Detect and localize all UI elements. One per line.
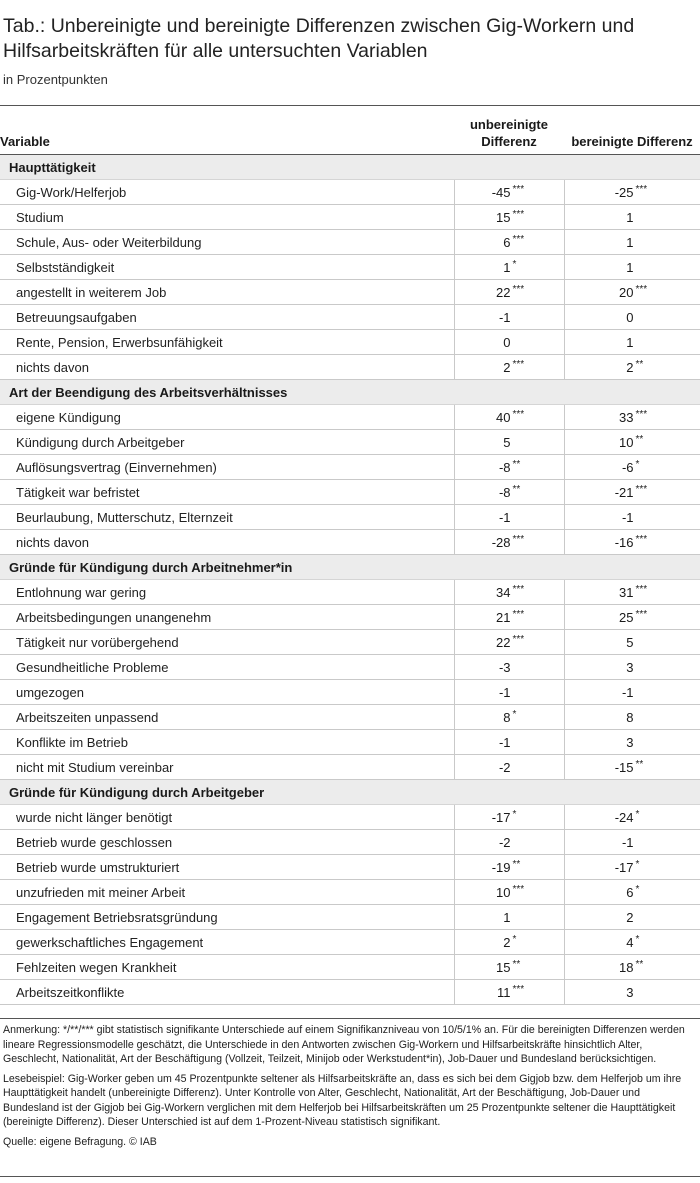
adjusted-difference-cell <box>564 480 700 505</box>
unadjusted-value: -28 <box>491 534 511 550</box>
unadjusted-difference-cell <box>454 430 564 455</box>
variable-label: unzufrieden mit meiner Arbeit <box>0 880 454 905</box>
unadjusted-value: 10 <box>496 884 511 900</box>
adjusted-difference-cell <box>564 455 700 480</box>
source-note: Quelle: eigene Befragung. © IAB <box>3 1135 157 1148</box>
table-row <box>0 755 700 780</box>
unadjusted-significance-stars: *** <box>512 633 525 645</box>
variable-label: nichts davon <box>0 530 454 555</box>
unadjusted-significance-stars: *** <box>512 183 525 195</box>
table-row <box>0 830 700 855</box>
adjusted-difference-cell <box>564 255 700 280</box>
variable-label: Beurlaubung, Mutterschutz, Elternzeit <box>0 505 454 530</box>
table-row <box>0 255 700 280</box>
adjusted-value: 2 <box>626 909 634 925</box>
table-row <box>0 305 700 330</box>
data-table <box>0 105 700 1005</box>
unadjusted-value: 1 <box>503 259 511 275</box>
unadjusted-value: -1 <box>498 684 511 700</box>
unadjusted-value: 34 <box>496 584 511 600</box>
adjusted-value: -25 <box>614 184 634 200</box>
table-subtitle: in Prozentpunkten <box>3 72 108 87</box>
unadjusted-significance-stars: ** <box>512 458 521 470</box>
adjusted-significance-stars: *** <box>635 608 648 620</box>
adjusted-value: 4 <box>626 934 634 950</box>
adjusted-difference-cell <box>564 430 700 455</box>
variable-label: Tätigkeit war befristet <box>0 480 454 505</box>
adjusted-significance-stars: * <box>635 858 640 870</box>
variable-label: nicht mit Studium vereinbar <box>0 755 454 780</box>
table-row <box>0 580 700 605</box>
unadjusted-significance-stars: *** <box>512 358 525 370</box>
adjusted-difference-cell <box>564 855 700 880</box>
table-row <box>0 705 700 730</box>
adjusted-value: 6 <box>626 884 634 900</box>
unadjusted-difference-cell <box>454 855 564 880</box>
table-row <box>0 330 700 355</box>
adjusted-difference-cell <box>564 655 700 680</box>
table-body <box>0 155 700 1005</box>
adjusted-significance-stars: *** <box>635 533 648 545</box>
unadjusted-value: 22 <box>496 634 511 650</box>
variable-label: Konflikte im Betrieb <box>0 730 454 755</box>
unadjusted-significance-stars: *** <box>512 533 525 545</box>
reading-example-note: Lesebeispiel: Gig-Worker geben um 45 Prozentpunkte seltener als Hilfsarbeitskräfte an, dass es sich bei dem Gigjob bzw. dem Helferjob um ihre Haupttätigkeit handelt (unbereinigte Differenz). Unter Kontrolle von Alter, Geschlecht, Nationalität, Art der Beschäftigung, Job-Dauer und Bundesland ist der Gigjob bei Gig-Workern verglichen mit dem Helferjob bei Hilfsarbeitskräften um 25 Prozentpunkte seltener die Haupttätigkeit (bereinigte Differenz). Dieser Unterschied ist auf dem 1-Prozent-Niveau statistisch signifikant. <box>3 1072 682 1128</box>
adjusted-difference-cell <box>564 830 700 855</box>
section-header-row <box>0 780 700 805</box>
adjusted-value: 3 <box>626 734 634 750</box>
variable-label: Gesundheitliche Probleme <box>0 655 454 680</box>
adjusted-difference-cell <box>564 730 700 755</box>
unadjusted-difference-cell <box>454 655 564 680</box>
variable-label: Auflösungsvertrag (Einvernehmen) <box>0 455 454 480</box>
unadjusted-difference-cell <box>454 880 564 905</box>
adjusted-value: -21 <box>614 484 634 500</box>
annotation-note: Anmerkung: */**/*** gibt statistisch signifikante Unterschiede auf einem Signifikanzniveau von 10/5/1% an. Für die bereinigten Differenzen werden lineare Regressionsmodelle geschätzt, die Unterschiede in den Antworten zwischen Gig-Workern und Hilfsarbeitskräfte hinsichtlich Alter, Geschlecht, Nationalität, Art der Beschäftigung (Vollzeit, Teilzeit, Minijob oder Werkstudent*in), Job-Dauer und Bundesland berücksichtigen. <box>3 1024 685 1065</box>
adjusted-difference-cell <box>564 180 700 205</box>
adjusted-difference-cell <box>564 280 700 305</box>
adjusted-difference-cell <box>564 980 700 1005</box>
table-row <box>0 980 700 1005</box>
unadjusted-difference-cell <box>454 530 564 555</box>
adjusted-significance-stars: ** <box>635 758 644 770</box>
variable-label: gewerkschaftliches Engagement <box>0 930 454 955</box>
variable-label: wurde nicht länger benötigt <box>0 805 454 830</box>
unadjusted-value: 40 <box>496 409 511 425</box>
table-row <box>0 230 700 255</box>
adjusted-value: 31 <box>619 584 634 600</box>
adjusted-difference-cell <box>564 505 700 530</box>
adjusted-value: 25 <box>619 609 634 625</box>
adjusted-significance-stars: * <box>635 883 640 895</box>
table-row <box>0 605 700 630</box>
table-row <box>0 455 700 480</box>
unadjusted-difference-cell <box>454 980 564 1005</box>
adjusted-difference-cell <box>564 930 700 955</box>
adjusted-difference-cell <box>564 605 700 630</box>
adjusted-difference-cell <box>564 330 700 355</box>
table-row <box>0 505 700 530</box>
adjusted-value: -17 <box>614 859 634 875</box>
unadjusted-significance-stars: ** <box>512 858 521 870</box>
variable-label: Schule, Aus- oder Weiterbildung <box>0 230 454 255</box>
unadjusted-difference-cell <box>454 730 564 755</box>
adjusted-difference-cell <box>564 705 700 730</box>
adjusted-difference-cell <box>564 955 700 980</box>
unadjusted-significance-stars: * <box>512 933 517 945</box>
table-row <box>0 680 700 705</box>
adjusted-difference-cell <box>564 580 700 605</box>
unadjusted-difference-cell <box>454 605 564 630</box>
unadjusted-difference-cell <box>454 280 564 305</box>
table-row <box>0 630 700 655</box>
table-row <box>0 905 700 930</box>
table-row <box>0 405 700 430</box>
column-header-unadjusted: unbereinigte Differenz <box>454 106 564 155</box>
unadjusted-difference-cell <box>454 455 564 480</box>
unadjusted-difference-cell <box>454 830 564 855</box>
unadjusted-difference-cell <box>454 580 564 605</box>
unadjusted-value: -17 <box>491 809 511 825</box>
unadjusted-difference-cell <box>454 930 564 955</box>
section-header-row <box>0 155 700 180</box>
unadjusted-value: -8 <box>498 484 511 500</box>
unadjusted-value: -1 <box>498 734 511 750</box>
table-row <box>0 430 700 455</box>
unadjusted-significance-stars: * <box>512 258 517 270</box>
unadjusted-value: -45 <box>491 184 511 200</box>
unadjusted-difference-cell <box>454 405 564 430</box>
variable-label: eigene Kündigung <box>0 405 454 430</box>
variable-label: Arbeitszeiten unpassend <box>0 705 454 730</box>
unadjusted-difference-cell <box>454 305 564 330</box>
table-row <box>0 730 700 755</box>
unadjusted-difference-cell <box>454 905 564 930</box>
data-table-container <box>0 105 700 1005</box>
adjusted-difference-cell <box>564 305 700 330</box>
variable-label: Gig-Work/Helferjob <box>0 180 454 205</box>
unadjusted-value: -3 <box>498 659 511 675</box>
table-row <box>0 180 700 205</box>
unadjusted-difference-cell <box>454 630 564 655</box>
adjusted-significance-stars: *** <box>635 483 648 495</box>
variable-label: Betrieb wurde geschlossen <box>0 830 454 855</box>
adjusted-difference-cell <box>564 630 700 655</box>
table-row <box>0 805 700 830</box>
adjusted-value: 5 <box>626 634 634 650</box>
unadjusted-value: -1 <box>498 509 511 525</box>
adjusted-significance-stars: ** <box>635 433 644 445</box>
adjusted-difference-cell <box>564 805 700 830</box>
unadjusted-value: -2 <box>498 759 511 775</box>
table-row <box>0 355 700 380</box>
adjusted-significance-stars: ** <box>635 358 644 370</box>
unadjusted-difference-cell <box>454 480 564 505</box>
adjusted-significance-stars: *** <box>635 583 648 595</box>
unadjusted-difference-cell <box>454 330 564 355</box>
section-header-row <box>0 380 700 405</box>
unadjusted-value: 15 <box>496 959 511 975</box>
table-row <box>0 855 700 880</box>
table-row <box>0 280 700 305</box>
variable-label: Studium <box>0 205 454 230</box>
unadjusted-value: 6 <box>503 234 511 250</box>
adjusted-difference-cell <box>564 880 700 905</box>
unadjusted-difference-cell <box>454 705 564 730</box>
unadjusted-difference-cell <box>454 805 564 830</box>
section-title: Haupttätigkeit <box>0 155 700 180</box>
adjusted-value: -24 <box>614 809 634 825</box>
adjusted-value: -1 <box>621 684 634 700</box>
unadjusted-value: 5 <box>503 434 511 450</box>
unadjusted-significance-stars: *** <box>512 233 525 245</box>
variable-label: Fehlzeiten wegen Krankheit <box>0 955 454 980</box>
unadjusted-value: -8 <box>498 459 511 475</box>
variable-label: Selbstständigkeit <box>0 255 454 280</box>
unadjusted-significance-stars: *** <box>512 583 525 595</box>
unadjusted-value: 0 <box>503 334 511 350</box>
adjusted-significance-stars: *** <box>635 183 648 195</box>
section-title: Gründe für Kündigung durch Arbeitgeber <box>0 780 700 805</box>
unadjusted-value: 15 <box>496 209 511 225</box>
adjusted-difference-cell <box>564 205 700 230</box>
adjusted-value: 10 <box>619 434 634 450</box>
unadjusted-difference-cell <box>454 180 564 205</box>
table-row <box>0 530 700 555</box>
unadjusted-difference-cell <box>454 505 564 530</box>
adjusted-difference-cell <box>564 680 700 705</box>
unadjusted-significance-stars: * <box>512 708 517 720</box>
adjusted-value: 0 <box>626 309 634 325</box>
footnotes <box>3 1023 695 1154</box>
variable-label: Kündigung durch Arbeitgeber <box>0 430 454 455</box>
variable-label: Arbeitszeitkonflikte <box>0 980 454 1005</box>
adjusted-value: 33 <box>619 409 634 425</box>
adjusted-difference-cell <box>564 755 700 780</box>
variable-label: umgezogen <box>0 680 454 705</box>
variable-label: Betreuungsaufgaben <box>0 305 454 330</box>
adjusted-difference-cell <box>564 405 700 430</box>
column-header-variable: Variable <box>0 106 454 155</box>
adjusted-difference-cell <box>564 355 700 380</box>
unadjusted-value: 2 <box>503 934 511 950</box>
adjusted-significance-stars: *** <box>635 283 648 295</box>
unadjusted-value: 22 <box>496 284 511 300</box>
table-row <box>0 205 700 230</box>
adjusted-significance-stars: * <box>635 933 640 945</box>
table-title: Tab.: Unbereinigte und bereinigte Differenzen zwischen Gig-Workern und Hilfsarbeitskräften für alle untersuchten Variablen <box>3 15 635 62</box>
adjusted-difference-cell <box>564 530 700 555</box>
unadjusted-value: 2 <box>503 359 511 375</box>
unadjusted-significance-stars: * <box>512 808 517 820</box>
unadjusted-value: 21 <box>496 609 511 625</box>
unadjusted-significance-stars: *** <box>512 208 525 220</box>
table-header-row <box>0 106 700 155</box>
adjusted-value: 18 <box>619 959 634 975</box>
adjusted-value: 1 <box>626 234 634 250</box>
table-row <box>0 880 700 905</box>
unadjusted-significance-stars: *** <box>512 983 525 995</box>
unadjusted-value: 11 <box>497 984 511 1000</box>
section-title: Art der Beendigung des Arbeitsverhältnisses <box>0 380 700 405</box>
bottom-divider <box>0 1176 700 1177</box>
adjusted-value: 1 <box>626 209 634 225</box>
section-title: Gründe für Kündigung durch Arbeitnehmer*in <box>0 555 700 580</box>
variable-label: Arbeitsbedingungen unangenehm <box>0 605 454 630</box>
unadjusted-significance-stars: *** <box>512 608 525 620</box>
adjusted-value: 20 <box>619 284 634 300</box>
unadjusted-difference-cell <box>454 255 564 280</box>
table-row <box>0 955 700 980</box>
adjusted-significance-stars: *** <box>635 408 648 420</box>
table-row <box>0 930 700 955</box>
unadjusted-value: -19 <box>491 859 511 875</box>
variable-label: angestellt in weiterem Job <box>0 280 454 305</box>
adjusted-value: -1 <box>621 834 634 850</box>
adjusted-difference-cell <box>564 905 700 930</box>
variable-label: Engagement Betriebsratsgründung <box>0 905 454 930</box>
adjusted-value: -15 <box>614 759 634 775</box>
variable-label: Betrieb wurde umstrukturiert <box>0 855 454 880</box>
adjusted-value: 3 <box>626 659 634 675</box>
unadjusted-value: 1 <box>503 909 511 925</box>
adjusted-value: -1 <box>621 509 634 525</box>
adjusted-value: 1 <box>626 259 634 275</box>
variable-label: nichts davon <box>0 355 454 380</box>
unadjusted-difference-cell <box>454 205 564 230</box>
unadjusted-value: -1 <box>498 309 511 325</box>
adjusted-significance-stars: ** <box>635 958 644 970</box>
unadjusted-significance-stars: *** <box>512 283 525 295</box>
column-header-adjusted: bereinigte Differenz <box>564 106 700 155</box>
unadjusted-difference-cell <box>454 230 564 255</box>
variable-label: Tätigkeit nur vorübergehend <box>0 630 454 655</box>
adjusted-difference-cell <box>564 230 700 255</box>
adjusted-significance-stars: * <box>635 458 640 470</box>
adjusted-value: 2 <box>626 359 634 375</box>
adjusted-value: 3 <box>626 984 634 1000</box>
table-row <box>0 480 700 505</box>
adjusted-value: -6 <box>621 459 634 475</box>
unadjusted-significance-stars: *** <box>512 408 525 420</box>
unadjusted-significance-stars: *** <box>512 883 525 895</box>
unadjusted-difference-cell <box>454 955 564 980</box>
unadjusted-significance-stars: ** <box>512 483 521 495</box>
variable-label: Rente, Pension, Erwerbsunfähigkeit <box>0 330 454 355</box>
unadjusted-value: 8 <box>503 709 511 725</box>
unadjusted-difference-cell <box>454 355 564 380</box>
notes-divider <box>0 1018 700 1019</box>
adjusted-value: 1 <box>626 334 634 350</box>
unadjusted-significance-stars: ** <box>512 958 521 970</box>
variable-label: Entlohnung war gering <box>0 580 454 605</box>
adjusted-value: 8 <box>626 709 634 725</box>
unadjusted-value: -2 <box>498 834 511 850</box>
adjusted-significance-stars: * <box>635 808 640 820</box>
adjusted-value: -16 <box>614 534 634 550</box>
unadjusted-difference-cell <box>454 680 564 705</box>
unadjusted-difference-cell <box>454 755 564 780</box>
table-row <box>0 655 700 680</box>
section-header-row <box>0 555 700 580</box>
